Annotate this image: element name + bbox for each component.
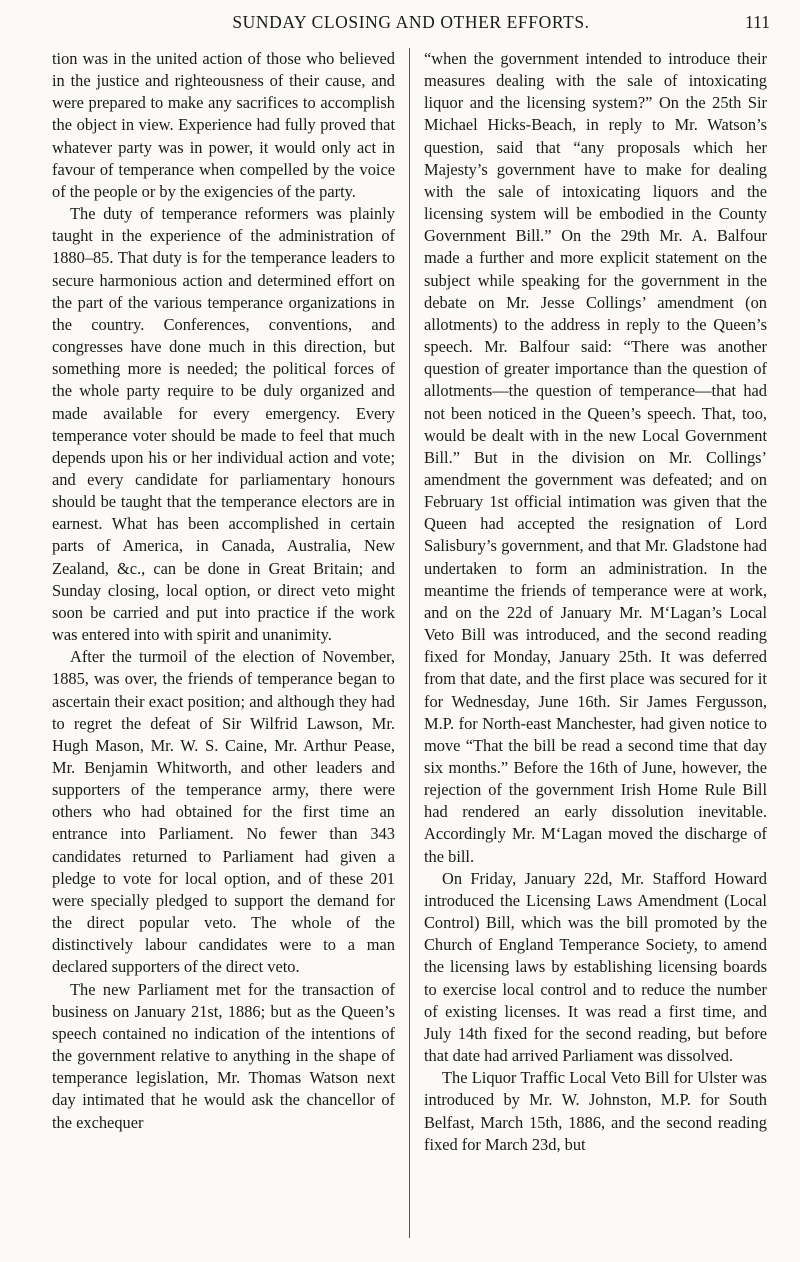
running-title: SUNDAY CLOSING AND OTHER EFFORTS. xyxy=(232,12,590,32)
page-number: 111 xyxy=(745,12,770,32)
text-columns xyxy=(52,48,770,1248)
left-column xyxy=(52,48,395,1248)
paragraph: The new Parliament met for the transaction of business on January 21st, 1886; but as the Queen’s speech contained no indication of the intentions of the government relative to anything in the shape of temperance legislation, Mr. Thomas Watson next day intimated that he would ask the chancellor of the exchequer xyxy=(52,979,395,1132)
column-divider xyxy=(409,48,410,1238)
running-head xyxy=(52,12,770,38)
right-column xyxy=(424,48,767,1248)
paragraph: On Friday, January 22d, Mr. Stafford Howard introduced the Licensing Laws Amendment (Local Control) Bill, which was the bill promoted by the Church of England Temperance Society, to amend the licensing laws by establishing licensing boards to exercise local control and to reduce the number of existing licenses. It was read a first time, and July 14th fixed for the second reading, but before that date had arrived Parliament was dissolved. xyxy=(424,868,767,1066)
paragraph: “when the government intended to introduce their measures dealing with the sale of intoxicating liquor and the licensing system?” On the 25th Sir Michael Hicks-Beach, in reply to Mr. Watson’s question, said that “any proposals which her Majesty’s government have to make for dealing with the sale of intoxicating liquors and the licensing system will be embodied in the County Government Bill.” On the 29th Mr. A. Balfour made a further and more explicit statement on the subject while speaking for the government in the debate on Mr. Jesse Collings’ amendment (on allotments) to the address in reply to the Queen’s speech. Mr. Balfour said: “There was another question of greater importance than the question of allotments—the question of temperance—that had not been noticed in the Queen’s speech. That, too, would be dealt with in the new Local Government Bill.” But in the division on Mr. Collings’ amendment the government was defeated; and on February 1st official intimation was given that the Queen had accepted the resignation of Lord Salisbury’s government, and that Mr. Gladstone had undertaken to form an administration. In the meantime the friends of temperance were at work, and on the 22d of January Mr. M‘Lagan’s Local Veto Bill was introduced, and the second reading fixed for Monday, January 25th. It was deferred from that date, and the first place was secured for it for Wednesday, June 16th. Sir James Fergusson, M.P. for North-east Manchester, had given notice to move “That the bill be read a second time that day six months.” Before the 16th of June, however, the rejection of the government Irish Home Rule Bill had rendered an early dissolution inevitable. Accordingly Mr. M‘Lagan moved the discharge of the bill. xyxy=(424,49,767,866)
paragraph: The Liquor Traffic Local Veto Bill for Ulster was introduced by Mr. W. Johnston, M.P. for South Belfast, March 15th, 1886, and the second reading fixed for March 23d, but xyxy=(424,1068,767,1154)
paragraph: After the turmoil of the election of November, 1885, was over, the friends of temperance began to ascertain their exact position; and although they had to regret the defeat of Sir Wilfrid Lawson, Mr. Hugh Mason, Mr. W. S. Caine, Mr. Arthur Pease, Mr. Benjamin Whitworth, and other leaders and supporters of the temperance army, there were others who had obtained for the first time an entrance into Parliament. No fewer than 343 candidates returned to Parliament had given a pledge to vote for local option, and of these 201 were specially pledged to support the demand for the direct popular veto. The whole of the distinctively labour candidates were to a man declared supporters of the direct veto. xyxy=(52,647,395,977)
paragraph: tion was in the united action of those who believed in the justice and righteousness of their cause, and were prepared to make any sacrifices to accomplish the object in view. Experience had fully proved that whatever party was in power, it would only act in favour of temperance when compelled by the voice of the people or by the exigencies of the party. xyxy=(52,49,395,201)
paragraph: The duty of temperance reformers was plainly taught in the experience of the administration of 1880–85. That duty is for the temperance leaders to secure harmonious action and determined effort on the part of the various temperance organizations in the country. Conferences, conventions, and congresses have done much in this direction, but something more is needed; the political forces of the whole party require to be duly organized and made available for every emergency. Every temperance voter should be made to feel that much depends upon his or her individual action and vote; and every candidate for parliamentary honours should be taught that the temperance electors are in earnest. What has been accomplished in certain parts of America, in Canada, Australia, New Zealand, &c., can be done in Great Britain; and Sunday closing, local option, or direct veto might soon be carried and put into practice if the work was entered into with spirit and unanimity. xyxy=(52,204,395,645)
